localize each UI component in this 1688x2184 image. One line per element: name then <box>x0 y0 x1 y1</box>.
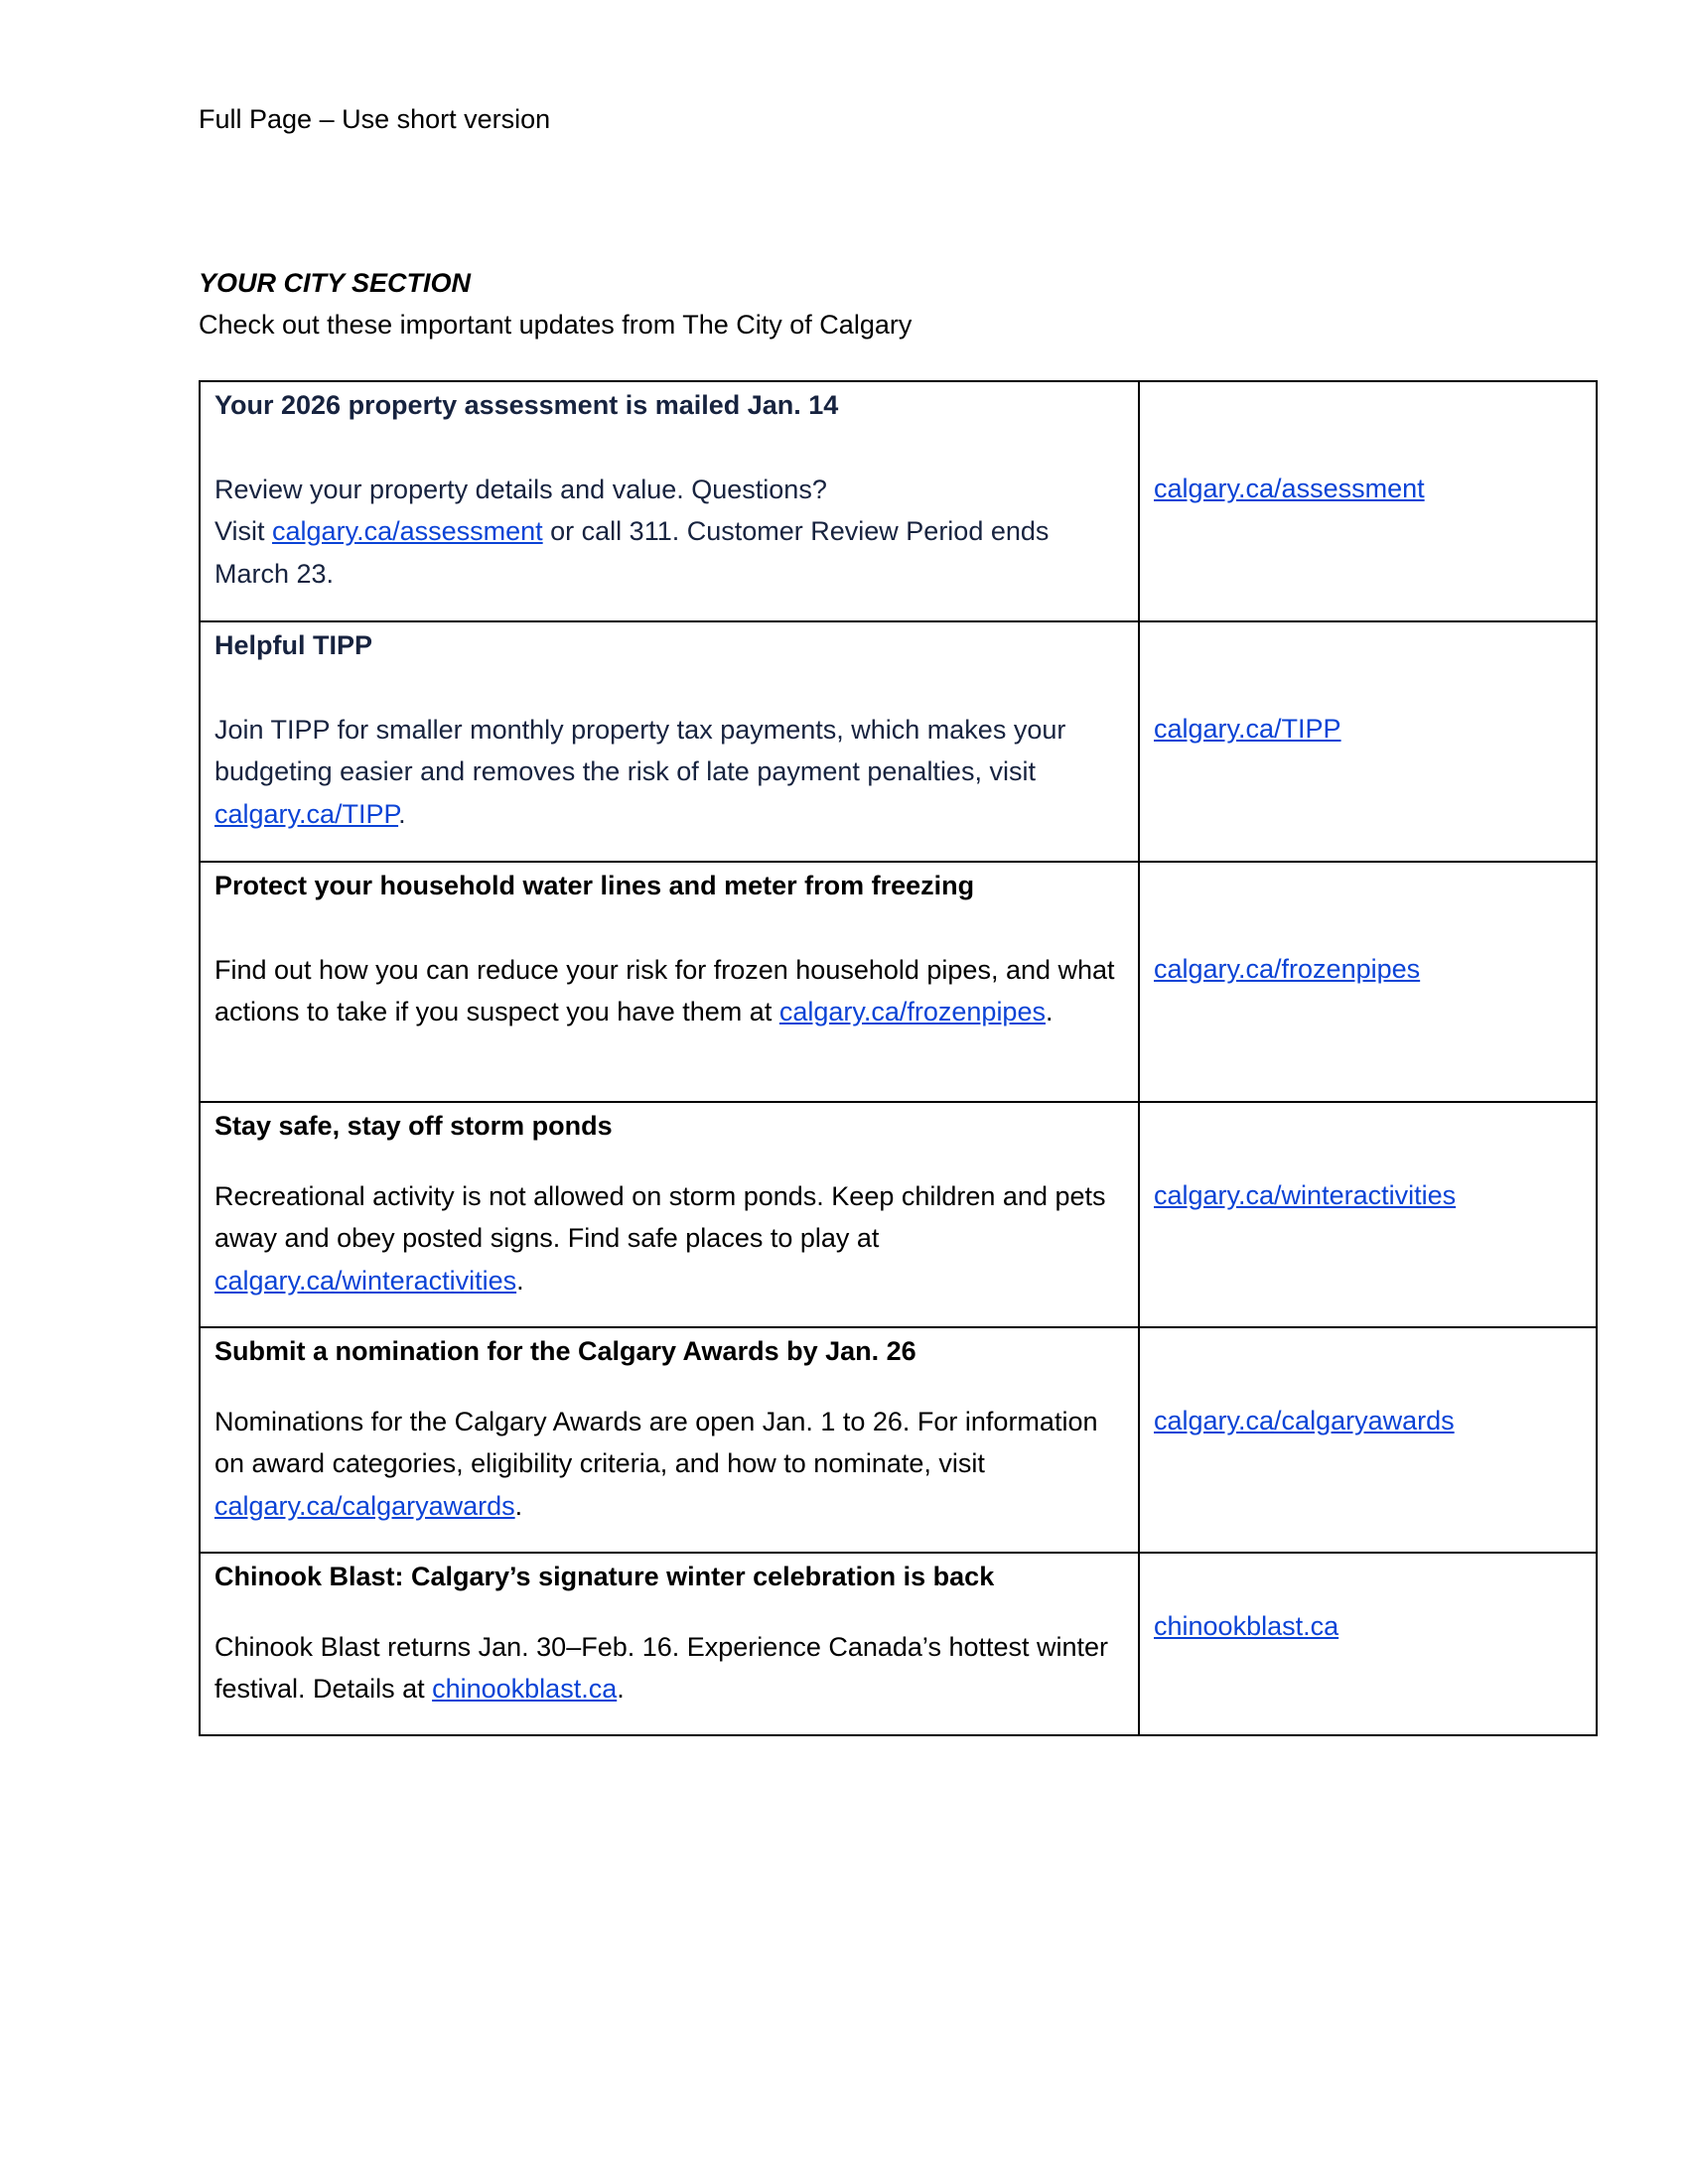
item-title: Submit a nomination for the Calgary Awards by Jan. 26 <box>214 1336 916 1366</box>
item-body <box>214 709 1124 836</box>
frozenpipes-link[interactable]: calgary.ca/frozenpipes <box>1154 954 1421 984</box>
item-body-text: Join TIPP for smaller monthly property tax payments, which makes your budgeting easier and removes the risk of late payment penalties, visit <box>214 714 1066 786</box>
item-body <box>214 949 1124 1033</box>
tipp-link[interactable]: calgary.ca/TIPP <box>1154 714 1341 744</box>
item-body-text: Chinook Blast returns Jan. 30–Feb. 16. Experience Canada’s hottest winter festival. Details at <box>214 1631 1109 1704</box>
item-body-text: . <box>516 1265 524 1296</box>
inline-link[interactable]: calgary.ca/TIPP <box>214 798 399 829</box>
table-row <box>200 381 1597 621</box>
item-title: Stay safe, stay off storm ponds <box>214 1111 613 1141</box>
item-link-cell <box>1139 1102 1597 1327</box>
section-title: YOUR CITY SECTION <box>199 268 472 298</box>
calgaryawards-link[interactable]: calgary.ca/calgaryawards <box>1154 1406 1455 1435</box>
item-link-cell <box>1139 1553 1597 1735</box>
item-title: Chinook Blast: Calgary’s signature winter celebration is back <box>214 1562 995 1591</box>
item-body <box>214 1401 1124 1528</box>
table-row <box>200 862 1597 1102</box>
chinookblast-link[interactable]: chinookblast.ca <box>1154 1611 1339 1641</box>
table-row <box>200 621 1597 862</box>
item-body-text: . <box>398 798 406 829</box>
item-body-text: . <box>514 1490 523 1521</box>
item-title: Helpful TIPP <box>214 630 373 660</box>
table-row <box>200 1553 1597 1735</box>
item-body-text: or call 311. Customer Review Period ends March 23. <box>214 516 1050 589</box>
page-note: Full Page – Use short version <box>199 104 551 134</box>
item-body-text: . <box>617 1674 625 1704</box>
inline-link[interactable]: calgary.ca/frozenpipes <box>778 997 1046 1026</box>
item-link-cell <box>1139 862 1597 1102</box>
item-body <box>214 1175 1124 1302</box>
item-link-cell <box>1139 1327 1597 1553</box>
table-row <box>200 1102 1597 1327</box>
item-body-text: Nominations for the Calgary Awards are open Jan. 1 to 26. For information on award categories, eligibility criteria, and how to nominate, visit <box>214 1406 1098 1478</box>
section-subtitle: Check out these important updates from The City of Calgary <box>199 310 913 340</box>
inline-link[interactable]: calgary.ca/winteractivities <box>214 1265 517 1296</box>
item-link-cell <box>1139 621 1597 862</box>
inline-link[interactable]: calgary.ca/calgaryawards <box>214 1490 515 1521</box>
inline-link[interactable]: calgary.ca/assessment <box>272 516 543 546</box>
item-content-cell <box>200 621 1139 862</box>
updates-table <box>199 380 1598 1736</box>
item-body <box>214 469 1124 596</box>
item-title: Your 2026 property assessment is mailed Jan. 14 <box>214 390 839 420</box>
item-content-cell <box>200 1327 1139 1553</box>
winteractivities-link[interactable]: calgary.ca/winteractivities <box>1154 1180 1457 1210</box>
item-body-text: Find out how you can reduce your risk for frozen household pipes, and what actions to take if you suspect you have them at <box>214 954 1115 1026</box>
item-content-cell <box>200 1553 1139 1735</box>
item-body <box>214 1626 1124 1710</box>
item-body-text: . <box>1045 997 1054 1026</box>
item-title: Protect your household water lines and meter from freezing <box>214 871 975 900</box>
item-content-cell <box>200 862 1139 1102</box>
assessment-link[interactable]: calgary.ca/assessment <box>1154 474 1425 503</box>
table-row <box>200 1327 1597 1553</box>
item-content-cell <box>200 1102 1139 1327</box>
inline-link[interactable]: chinookblast.ca <box>432 1674 618 1704</box>
item-body-text: Review your property details and value. Questions? <box>214 474 827 504</box>
item-link-cell <box>1139 381 1597 621</box>
item-body-text: Visit <box>214 516 273 546</box>
item-content-cell <box>200 381 1139 621</box>
item-body-text: Recreational activity is not allowed on storm ponds. Keep children and pets away and obey posted signs. Find safe places to play at <box>214 1180 1106 1253</box>
